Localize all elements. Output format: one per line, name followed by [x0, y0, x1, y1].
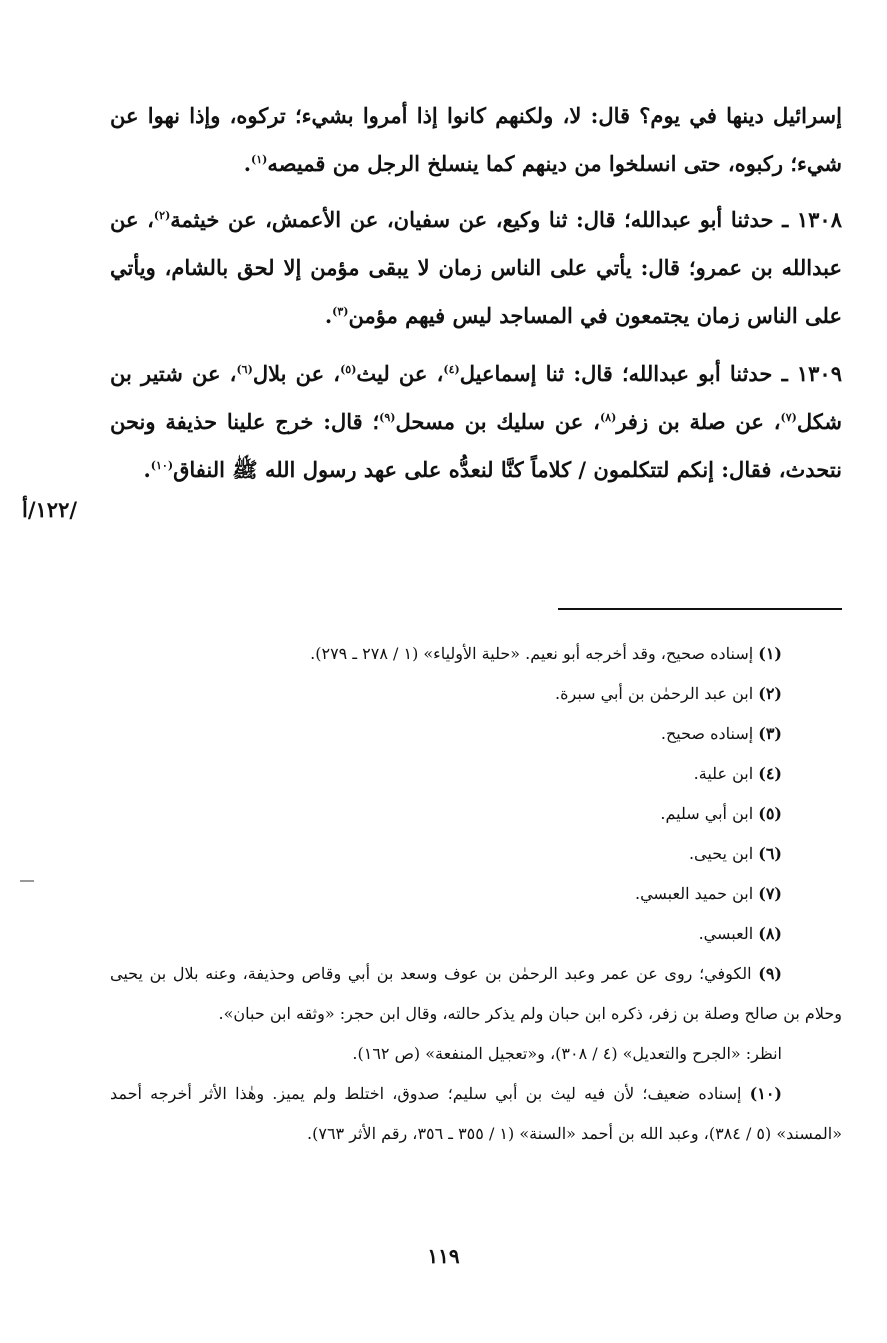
footnote-text: إسناده ضعيف؛ لأن فيه ليث بن أبي سليم؛ صدوق، اختلط ولم يميز. وهٰذا الأثر أخرجه أحمد «المسند» (٥ / ٣٨٤)، وعبد الله بن أحمد «السنة» (١ / ٣٥٥ ـ ٣٥٦، رقم الأثر ٧٦٣).: [110, 1084, 842, 1143]
text: ـ حدثنا أبو عبدالله؛ قال: ثنا إسماعيل: [459, 361, 797, 386]
footnote-number: (١): [758, 644, 782, 663]
footnote-ref-6[interactable]: (٦): [236, 363, 253, 376]
text: ، عن ليث: [356, 361, 444, 386]
footnote-text: إسناده صحيح.: [660, 724, 759, 743]
text: إسرائيل دينها في يوم؟ قال: لا، ولكنهم كانوا إذا أمروا بشيء؛ تركوه، وإذا نهوا عن شيء؛ ركبوه، حتى انسلخوا من دينهم كما ينسلخ الرجل من قميصه: [110, 103, 842, 176]
footnote-ref-4[interactable]: (٤): [443, 363, 460, 376]
text: ، عن صلة بن زفر: [616, 409, 781, 434]
footnote-ref-5[interactable]: (٥): [340, 363, 357, 376]
footnote-text: الكوفي؛ روى عن عمر وعبد الرحمٰن بن عوف وسعد بن أبي وقاص وحذيفة، وعنه بلال بن يحيى وحلام بن صالح وصلة بن زفر، ذكره ابن حبان ولم يذكر حالته، وقال ابن حجر: «وثقه ابن حبان».: [110, 964, 842, 1023]
footnote-text: إسناده صحيح، وقد أخرجه أبو نعيم. «حلية الأولياء» (١ / ٢٧٨ ـ ٢٧٩).: [310, 644, 759, 663]
footnotes: [110, 634, 842, 1154]
footnote-separator: [558, 608, 842, 610]
footnote-text: ابن عبد الرحمٰن بن أبي سبرة.: [555, 684, 759, 703]
footnote-ref-10[interactable]: (١٠): [150, 459, 174, 472]
hadith-1309: [110, 350, 842, 494]
paragraph-continuation: [110, 92, 842, 188]
footnote-5: [110, 794, 842, 834]
footnote-text: ابن يحيى.: [688, 844, 759, 863]
footnote-text: ابن حميد العبسي.: [634, 884, 759, 903]
text: .: [243, 151, 252, 176]
text: ؛ قال: خرج علينا حذيفة ونحن نتحدث، فقال: إنكم لتتكلمون / كلاماً كنَّا لنعدُّه على عهد رسول الله ﷺ النفاق: [110, 409, 842, 482]
hadith-number: ١٣٠٩: [796, 361, 842, 386]
footnote-ref-7[interactable]: (٧): [780, 411, 797, 424]
footnote-7: [110, 874, 842, 914]
text: ـ حدثنا أبو عبدالله؛ قال: ثنا وكيع، عن سفيان، عن الأعمش، عن خيثمة: [170, 207, 797, 232]
main-text: [110, 92, 842, 504]
text: .: [143, 457, 151, 482]
footnote-number: (١٠): [749, 1084, 782, 1103]
footnote-number: (٢): [758, 684, 782, 703]
footnote-text: ابن علية.: [693, 764, 759, 783]
footnote-ref-1[interactable]: (١): [251, 153, 268, 166]
footnote-ref-9[interactable]: (٩): [379, 411, 396, 424]
footnote-ref-8[interactable]: (٨): [599, 411, 617, 424]
page-number: ١١٩: [427, 1244, 460, 1268]
text: ، عن سليك بن مسحل: [395, 409, 600, 434]
footnote-ref-3[interactable]: (٣): [332, 305, 349, 318]
footnote-3: [110, 714, 842, 754]
footnote-text: العبسي.: [698, 924, 759, 943]
hadith-1308: [110, 196, 842, 340]
footnote-number: (٥): [758, 804, 782, 823]
text: ، عن بلال: [252, 361, 341, 386]
footnote-8: [110, 914, 842, 954]
text: ، عن عبدالله بن عمرو؛ قال: يأتي على الناس زمان لا يبقى مؤمن إلا لحق بالشام، ويأتي على الناس زمان يجتمعون في المساجد ليس فيهم مؤمن: [110, 207, 842, 328]
footnote-1: [110, 634, 842, 674]
footnote-number: (٨): [758, 924, 782, 943]
footnote-10: [110, 1074, 842, 1154]
footnote-number: (٣): [758, 724, 782, 743]
hadith-number: ١٣٠٨: [796, 207, 842, 232]
text: .: [324, 303, 333, 328]
manuscript-folio-marker: /١٢٢/أ: [22, 497, 78, 522]
footnote-ref-2[interactable]: (٢): [153, 209, 171, 222]
footnote-4: [110, 754, 842, 794]
footnote-9-reference: انظر: «الجرح والتعديل» (٤ / ٣٠٨)، و«تعجيل المنفعة» (ص ١٦٢).: [352, 1044, 782, 1063]
text: ، عن شتير بن شكل: [110, 361, 842, 434]
footnote-number: (٧): [758, 884, 782, 903]
footnote-number: (٩): [758, 964, 782, 983]
footnote-number: (٤): [758, 764, 782, 783]
footnote-number: (٦): [758, 844, 782, 863]
footnote-6: [110, 834, 842, 874]
footnote-2: [110, 674, 842, 714]
scan-artifact: [20, 880, 34, 882]
footnote-text: ابن أبي سليم.: [660, 804, 759, 823]
footnote-9: [110, 954, 842, 1034]
